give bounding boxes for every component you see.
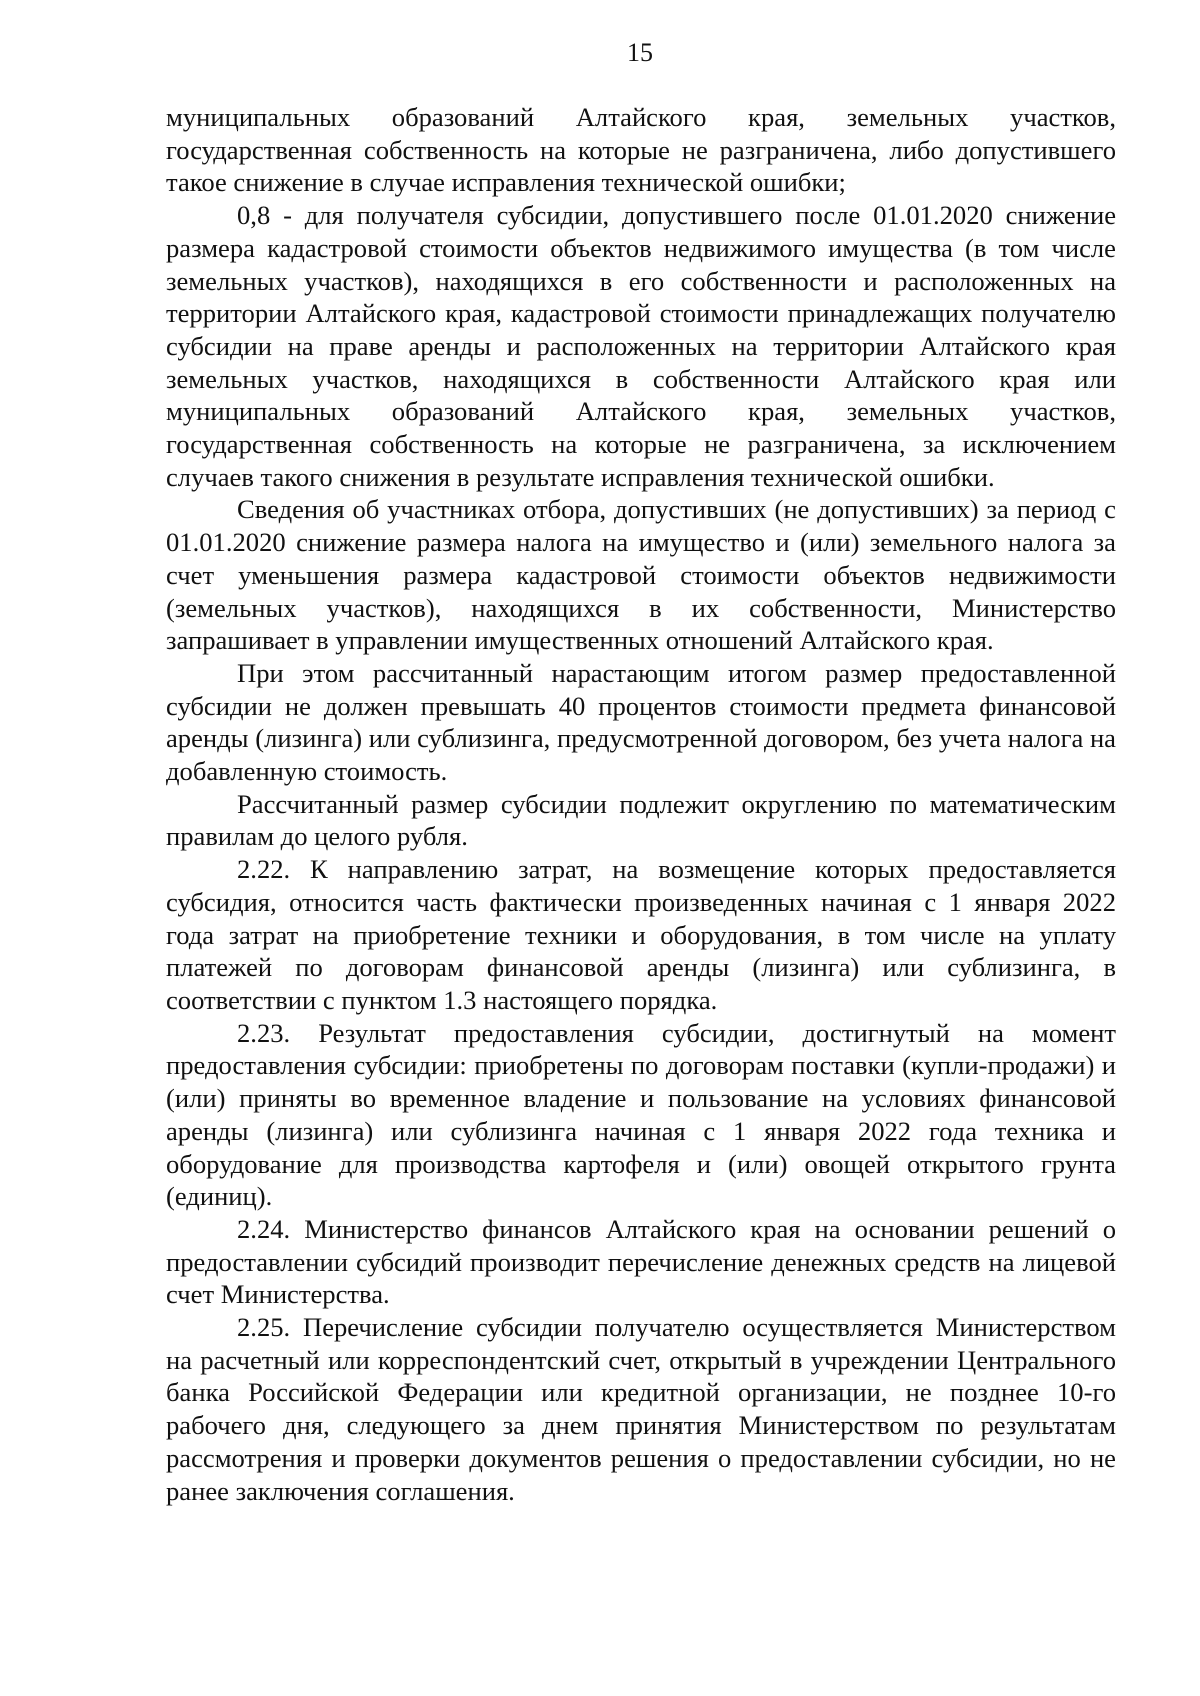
paragraph-subsidy-limit: При этом рассчитанный нарастающим итогом размер предоставленной субсидии не должен превышать 40 процентов стоимости предмета финансовой аренды (лизинга) или сублизинга, предусмотренной договором, без учета налога на добавленную стоимость.	[166, 657, 1116, 787]
paragraph-continuation: муниципальных образований Алтайского края, земельных участков, государственная собственность на которые не разграничена, либо допустившего такое снижение в случае исправления технической ошибки;	[166, 102, 1116, 198]
clause-2-22: 2.22. К направлению затрат, на возмещение которых предоставляется субсидия, относится часть фактически произведенных начиная с 1 января 2022 года затрат на приобретение техники и оборудования, в том числе на уплату платежей по договорам финансовой аренды (лизинга) или сублизинга, в соответствии с пунктом 1.3 настоящего порядка.	[166, 854, 1116, 1015]
paragraph-participant-info: Сведения об участниках отбора, допустивших (не допустивших) за период с 01.01.2020 снижение размера налога на имущество и (или) земельного налога за счет уменьшения размера кадастровой стоимости объектов недвижимости (земельных участков), находящихся в их собственности, Министерство запрашивает в управлении имущественных отношений Алтайского края.	[166, 494, 1116, 656]
paragraph-rounding: Рассчитанный размер субсидии подлежит округлению по математическим правилам до целого рубля.	[166, 788, 1116, 852]
paragraph-coefficient-0-8: 0,8 - для получателя субсидии, допустившего после 01.01.2020 снижение размера кадастровой стоимости объектов недвижимого имущества (в том числе земельных участков), находящихся в его собственности и расположенных на территории Алтайского края, кадастровой стоимости принадлежащих получателю субсидии на праве аренды и расположенных на территории Алтайского края земельных участков, находящихся в собственности Алтайского края или муниципальных образований Алтайского края, земельных участков, государственная собственность на которые не разграничена, за исключением случаев такого снижения в результате исправления технической ошибки.	[166, 200, 1116, 492]
document-body	[166, 101, 1116, 1507]
page-number: 15	[627, 38, 653, 67]
clause-2-24: 2.24. Министерство финансов Алтайского края на основании решений о предоставлении субсидий производит перечисление денежных средств на лицевой счет Министерства.	[166, 1213, 1116, 1310]
clause-2-23: 2.23. Результат предоставления субсидии, достигнутый на момент предоставления субсидии: приобретены по договорам поставки (купли-продажи) и (или) приняты во временное владение и пользование на условиях финансовой аренды (лизинга) или сублизинга начиная с 1 января 2022 года техника и оборудование для производства картофеля и (или) овощей открытого грунта (единиц).	[166, 1017, 1116, 1212]
clause-2-25: 2.25. Перечисление субсидии получателю осуществляется Министерством на расчетный или корреспондентский счет, открытый в учреждении Центрального банка Российской Федерации или кредитной организации, не позднее 10-го рабочего дня, следующего за днем принятия Министерством по результатам рассмотрения и проверки документов решения о предоставлении субсидии, но не ранее заключения соглашения.	[166, 1312, 1116, 1506]
